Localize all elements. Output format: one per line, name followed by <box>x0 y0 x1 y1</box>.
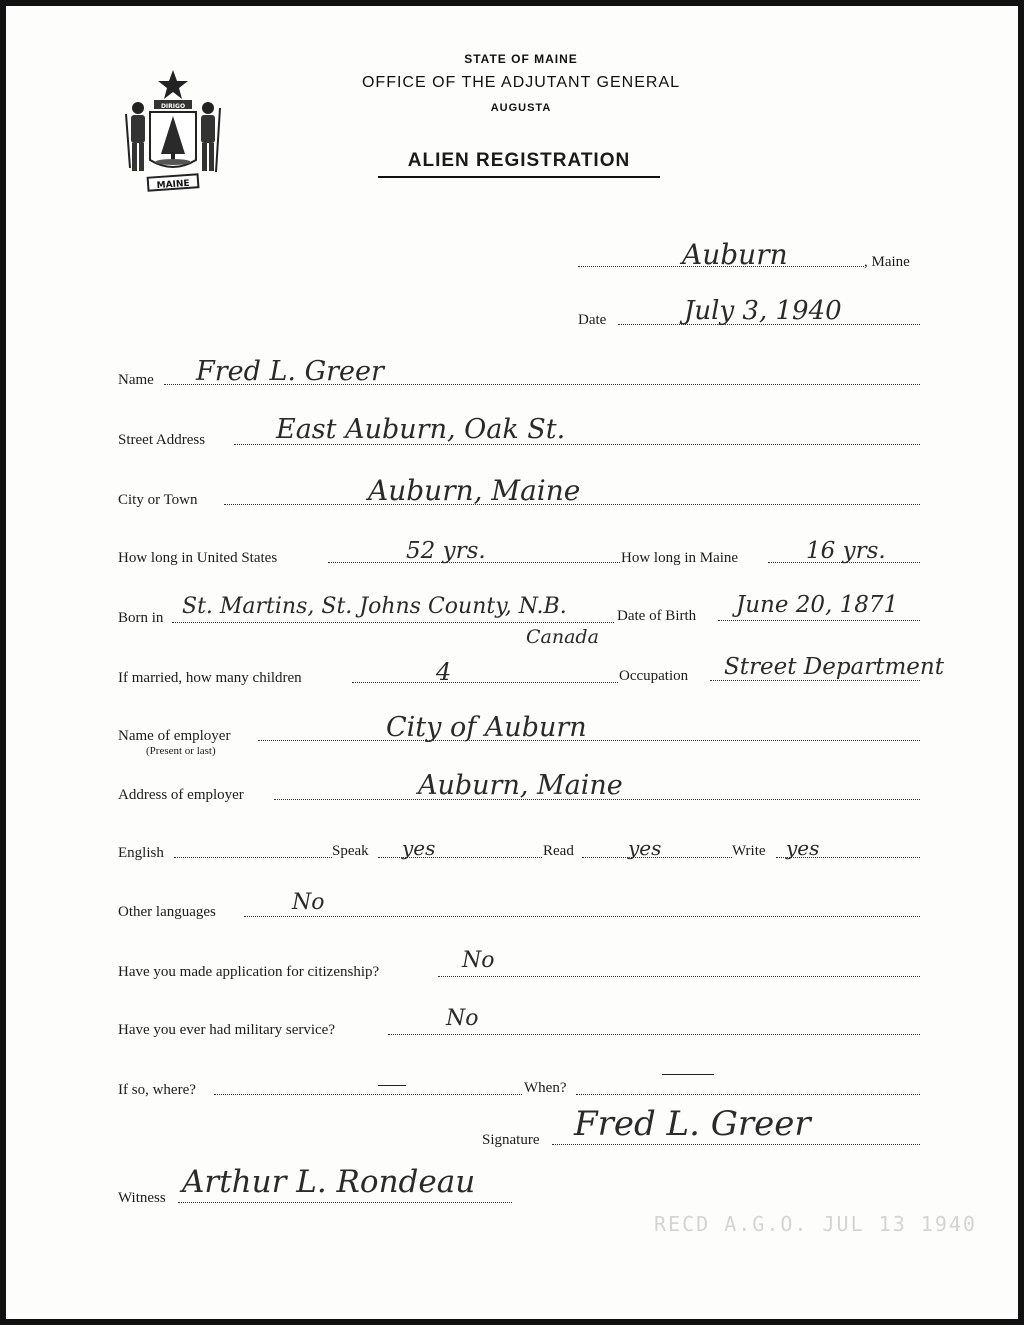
date-label: Date <box>578 312 607 328</box>
dob-dots <box>718 620 920 621</box>
military-value: No <box>446 1006 479 1031</box>
city-value: Auburn, Maine <box>368 474 581 507</box>
maine-state-seal-icon <box>118 68 228 198</box>
military-label: Have you ever had military service? <box>118 1022 335 1038</box>
office-heading: OFFICE OF THE ADJUTANT GENERAL <box>361 74 681 91</box>
witness-label: Witness <box>118 1190 166 1206</box>
employer-address-label: Address of employer <box>118 787 244 803</box>
born-in-value: St. Martins, St. Johns County, N.B. <box>182 594 567 619</box>
write-value: yes <box>786 836 820 860</box>
how-long-us-value: 52 yrs. <box>406 538 486 564</box>
date-value: July 3, 1940 <box>684 296 842 326</box>
seal-banner: MAINE <box>156 178 190 192</box>
speak-value: yes <box>402 836 436 860</box>
where-dots <box>214 1094 522 1095</box>
born-in-country: Canada <box>526 626 599 648</box>
witness-dots <box>178 1202 512 1203</box>
employer-sublabel: (Present or last) <box>146 745 216 757</box>
title-underline <box>378 176 660 178</box>
how-long-maine-value: 16 yrs. <box>806 538 886 564</box>
english-dots <box>174 857 332 858</box>
street-value: East Auburn, Oak St. <box>276 414 566 445</box>
citizenship-dots <box>438 976 920 977</box>
seal-motto: DIRIGO <box>160 103 186 110</box>
citizenship-label: Have you made application for citizenship? <box>118 964 380 980</box>
employer-value: City of Auburn <box>386 712 587 743</box>
born-in-dots <box>172 622 614 623</box>
how-long-us-label: How long in United States <box>118 550 278 566</box>
citizenship-value: No <box>462 948 495 973</box>
street-label: Street Address <box>118 432 206 448</box>
name-label: Name <box>118 372 154 388</box>
children-label: If married, how many children <box>118 670 302 686</box>
when-label: When? <box>524 1080 567 1096</box>
signature-label: Signature <box>482 1132 540 1148</box>
occupation-value: Street Department <box>724 654 944 680</box>
place-value: Auburn <box>682 238 788 271</box>
employer-dots <box>258 740 920 741</box>
write-label: Write <box>732 843 766 859</box>
children-dots <box>352 682 618 683</box>
place-suffix: , Maine <box>864 254 910 270</box>
received-stamp: RECD A.G.O. JUL 13 1940 <box>654 1212 977 1236</box>
name-value: Fred L. Greer <box>196 356 384 387</box>
speak-label: Speak <box>332 843 369 859</box>
dob-value: June 20, 1871 <box>736 592 899 618</box>
city-label: City or Town <box>118 492 198 508</box>
employer-address-value: Auburn, Maine <box>418 770 623 801</box>
born-in-label: Born in <box>118 610 164 626</box>
dob-label: Date of Birth <box>617 608 697 624</box>
signature-value: Fred L. Greer <box>574 1104 811 1144</box>
employer-label: Name of employer <box>118 728 231 744</box>
state-heading: STATE OF MAINE <box>464 52 578 66</box>
other-languages-label: Other languages <box>118 904 216 920</box>
witness-value: Arthur L. Rondeau <box>182 1164 476 1200</box>
where-label: If so, where? <box>118 1082 196 1098</box>
where-dash <box>378 1085 406 1086</box>
other-languages-value: No <box>292 890 325 915</box>
other-languages-dots <box>244 916 920 917</box>
read-value: yes <box>628 836 662 860</box>
occupation-dots <box>710 680 920 681</box>
form-title: ALIEN REGISTRATION <box>407 150 631 171</box>
occupation-label: Occupation <box>619 668 689 684</box>
signature-dots <box>552 1144 920 1145</box>
read-label: Read <box>543 843 574 859</box>
when-dots <box>576 1094 920 1095</box>
city-heading: AUGUSTA <box>490 102 552 114</box>
how-long-maine-label: How long in Maine <box>621 550 739 566</box>
when-dash <box>662 1074 714 1075</box>
english-label: English <box>118 845 164 861</box>
military-dots <box>388 1034 920 1035</box>
children-value: 4 <box>436 658 452 686</box>
